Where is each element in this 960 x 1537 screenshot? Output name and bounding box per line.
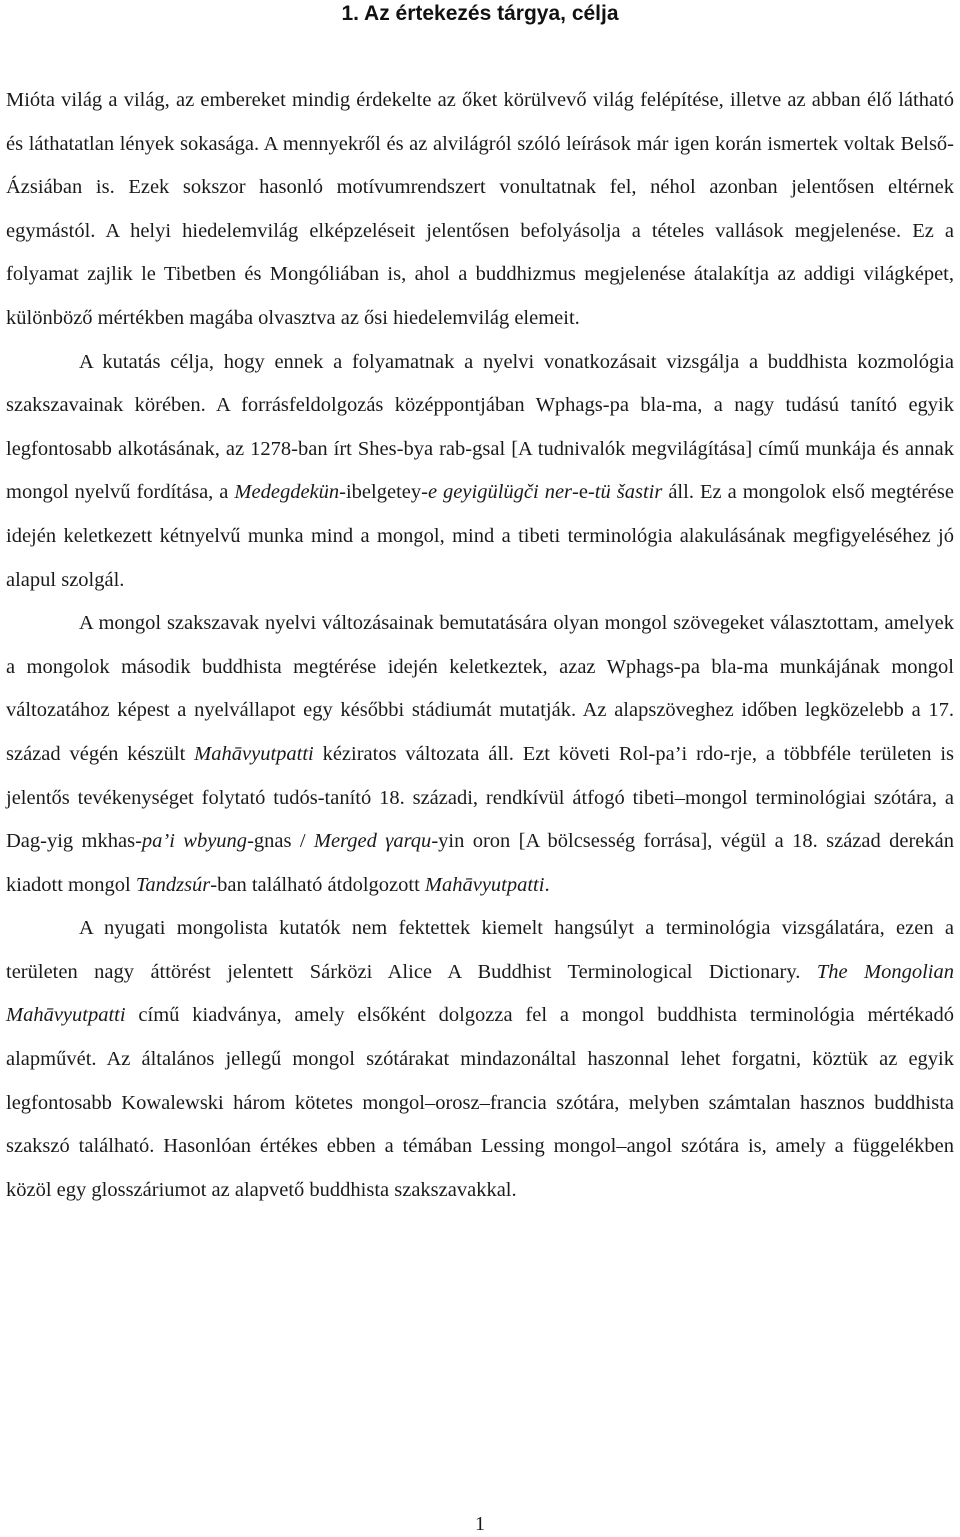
text-run: -e- — [572, 481, 595, 504]
text-run: című kiadványa, amely elsőként dolgozza fel a mongol buddhista terminológia mértékadó alapművét. Az általános jellegű mongol szótárakat mindazonáltal haszonnal lehet forgatni, köztük az egyik legfontosabb Kowalewski három kötetes mongol–orosz–francia szótára, melyben számtalan hasznos buddhista szakszó található. Hasonlóan értékes ebben a témában Lessing mongol–angol szótára is, amely a függelékben közöl egy glosszáriumot az alapvető buddhista szakszavakkal. — [6, 1004, 954, 1201]
text-run: Mióta világ a világ, az embereket mindig érdekelte az őket körülvevő világ felépítése, illetve az abban élő látható és láthatatlan lények sokasága. A mennyekről és az alvilágról szóló leírások már igen korán ismertek voltak Belső-Ázsiában is. Ezek sokszor hasonló motívumrendszert vonultatnak fel, néhol azonban jelentősen eltérnek egymástól. A helyi hiedelemvilág elképzeléseit jelentősen befolyásolja a tételes vallások megjelenése. Ez a folyamat zajlik le Tibetben és Mongóliában is, ahol a buddhizmus megjelenése átalakítja az addigi világképet, különböző mértékben magába olvasztva az ősi hiedelemvilág elemeit. — [6, 89, 954, 329]
text-run: -gnas / — [247, 830, 314, 853]
italic-term: Tandzsúr — [135, 873, 211, 896]
paragraph-research-aim — [6, 341, 954, 603]
text-run: -ban található átdolgozott — [210, 873, 425, 896]
text-run: . — [544, 873, 550, 896]
page-number: 1 — [475, 1513, 485, 1535]
text-run: A nyugati mongolista kutatók nem fektettek kiemelt hangsúlyt a terminológia vizsgálatára, ezen a területen nagy áttörést jelentett Sárközi Alice A Buddhist Terminological Dictionary. — [6, 917, 954, 983]
text-run: -yin oron [A bölcsesség forrása], végül a 18. század derekán kiadott mongol — [6, 830, 954, 896]
section-heading: 1. Az értekezés tárgya, célja — [341, 2, 619, 25]
italic-term: pa’i wbyung — [141, 830, 248, 853]
italic-term: The Mongolian Mahāvyutpatti — [6, 960, 955, 1027]
italic-term: Merged γarqu — [313, 830, 432, 853]
italic-term: e geyigülügči ner — [427, 481, 573, 504]
italic-term: Mahāvyutpatti — [194, 742, 314, 765]
text-run: kéziratos változata áll. Ezt követi Rol-pa’i rdo-rje, a többféle területen is jelentős tevékenységet folytató tudós-tanító 18. századi, rendkívül átfogó tibeti–mongol terminológiai szótára, a Dag-yig mkhas- — [6, 742, 955, 853]
paragraph-intro — [6, 79, 954, 341]
italic-term: Medegdekün — [234, 481, 340, 504]
paragraph-western-research — [6, 907, 954, 1212]
text-run: A kutatás célja, hogy ennek a folyamatnak a nyelvi vonatkozásait vizsgálja a buddhista kozmológia szakszavainak körében. A forrásfeldolgozás középpontjában Wphags-pa bla-ma, a nagy tudású tanító egyik legfontosabb alkotásának, az 1278-ban írt Shes-bya rab-gsal [A tudnivalók megvilágítása] című munkája és annak mongol nyelvű fordítása, a — [6, 350, 954, 504]
paragraph-mongol-sources — [6, 602, 954, 907]
text-run: áll. Ez a mongolok első megtérése idején keletkezett kétnyelvű munka mind a mongol, mind a tibeti terminológia alakulásának megfigyeléséhez jó alapul szolgál. — [6, 481, 954, 591]
text-run: A mongol szakszavak nyelvi változásainak bemutatására olyan mongol szövegeket választottam, amelyek a mongolok második buddhista megtérése idején keletkeztek, azaz Wphags-pa bla-ma munkájának mongol változatához képest a nyelvállapot egy későbbi stádiumát mutatják. Az alapszöveghez időben legközelebb a 17. század végén készült — [6, 612, 954, 765]
italic-term: Mahāvyutpatti — [424, 873, 545, 896]
italic-term: tü šastir — [594, 481, 663, 504]
document-body — [6, 79, 954, 1212]
text-run: -ibelgetey- — [339, 481, 428, 504]
